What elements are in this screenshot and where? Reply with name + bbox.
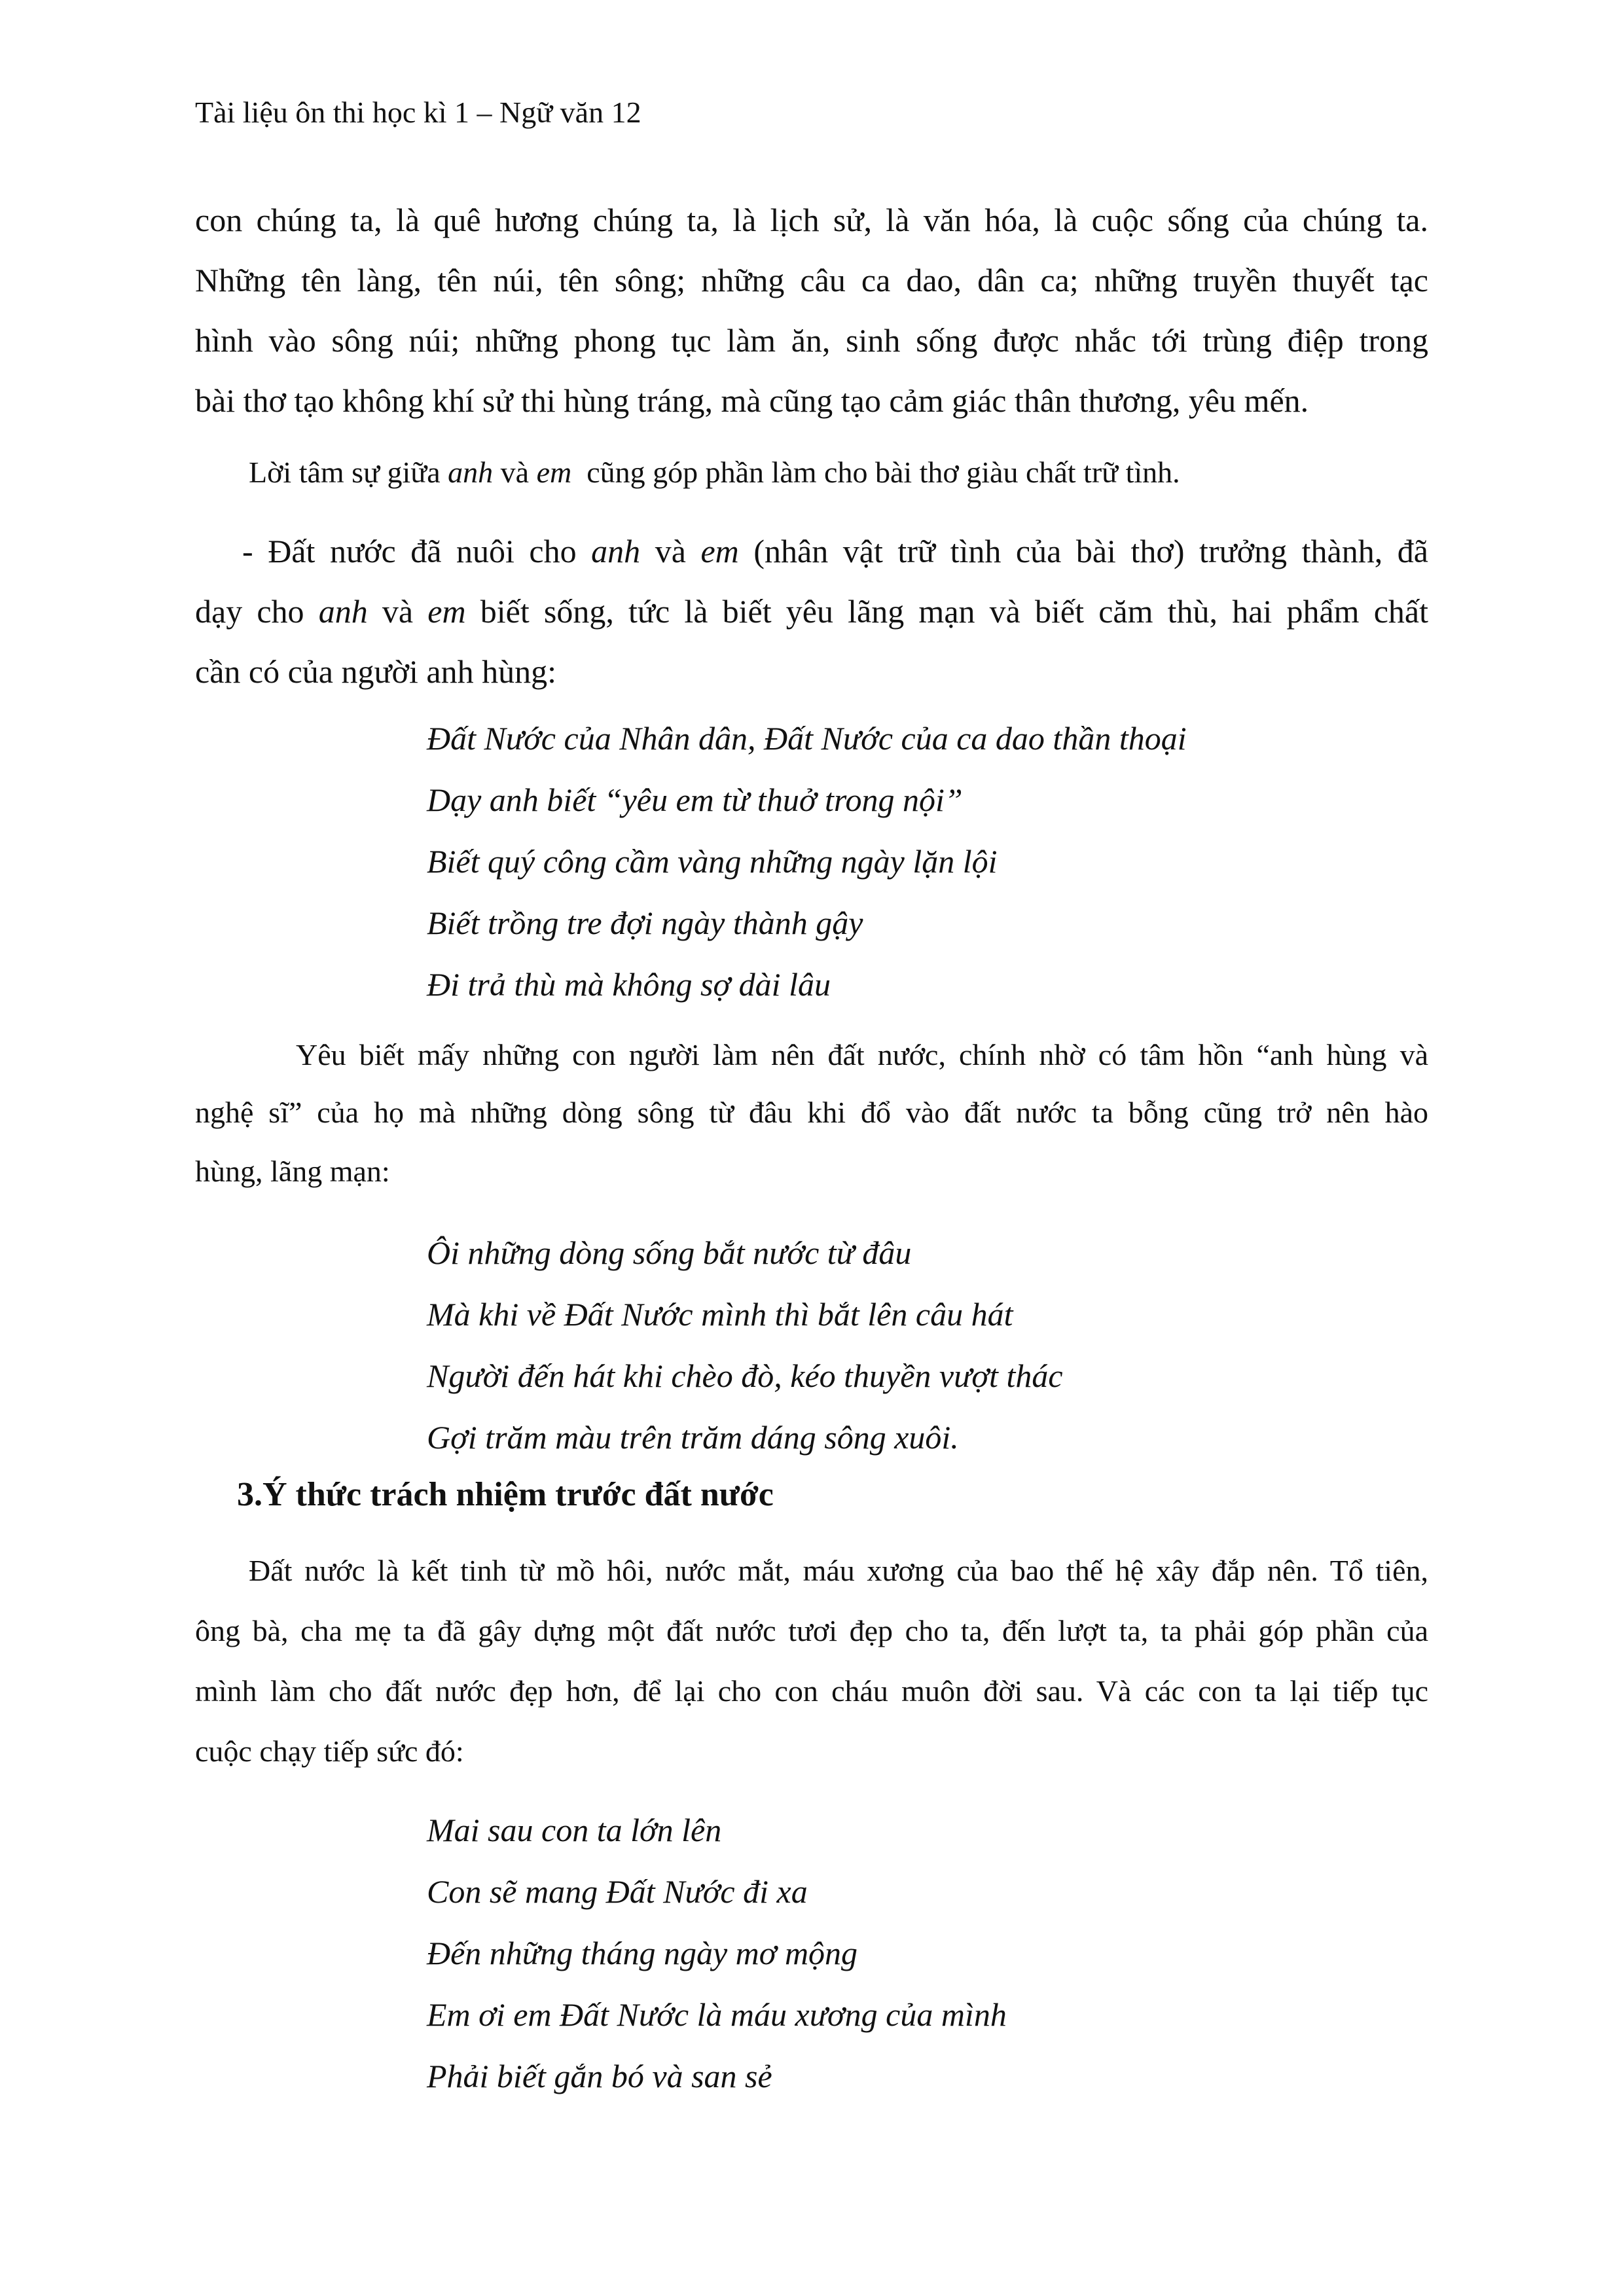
text-run: và (367, 593, 428, 630)
paragraph-line (249, 453, 1180, 492)
italic-word: anh (318, 593, 368, 630)
paragraph-line: Những tên làng, tên núi, tên sông; những câu ca dao, dân ca; những truyền thuyết tạc (195, 262, 1428, 298)
paragraph-line: con chúng ta, là quê hương chúng ta, là lịch sử, là văn hóa, là cuộc sống của chúng ta. (195, 202, 1428, 238)
verse-line: Đi trả thù mà không sợ dài lâu (427, 966, 831, 1003)
paragraph-line (242, 531, 1428, 571)
italic-word: anh (591, 533, 641, 569)
verse-line: Dạy anh biết “yêu em từ thuở trong nội” (427, 781, 963, 818)
text-run: biết sống, tức là biết yêu lãng mạn và biết căm thù, hai phẩm chất (465, 593, 1428, 630)
paragraph-line: bài thơ tạo không khí sử thi hùng tráng, mà cũng tạo cảm giác thân thương, yêu mến. (195, 382, 1309, 419)
verse-line: Gợi trăm màu trên trăm dáng sông xuôi. (427, 1419, 959, 1456)
paragraph-line: hùng, lãng mạn: (195, 1155, 390, 1188)
italic-word: anh (448, 456, 494, 489)
paragraph-line: hình vào sông núi; những phong tục làm ăn, sinh sống được nhắc tới trùng điệp trong (195, 322, 1428, 359)
text-run: dạy cho (195, 593, 319, 630)
text-run: (nhân vật trữ tình của bài thơ) trưởng thành, đã (738, 533, 1428, 569)
text-run: và (640, 533, 701, 569)
verse-line: Đất Nước của Nhân dân, Đất Nước của ca dao thần thoại (427, 720, 1187, 757)
text-run: và (493, 456, 537, 489)
page-header: Tài liệu ôn thi học kì 1 – Ngữ văn 12 (195, 96, 641, 129)
section-heading: 3.Ý thức trách nhiệm trước đất nước (237, 1476, 774, 1513)
paragraph-line: Đất nước là kết tinh từ mồ hôi, nước mắt, máu xương của bao thế hệ xây đắp nên. Tổ tiên, (249, 1554, 1428, 1587)
italic-word: em (700, 533, 739, 569)
text-run: Lời tâm sự giữa (249, 456, 448, 489)
paragraph-line: ông bà, cha mẹ ta đã gây dựng một đất nước tươi đẹp cho ta, đến lượt ta, ta phải góp phần của (195, 1614, 1428, 1647)
verse-line: Phải biết gắn bó và san sẻ (427, 2058, 772, 2094)
paragraph-line: Yêu biết mấy những con người làm nên đất nước, chính nhờ có tâm hồn “anh hùng và (296, 1038, 1428, 1071)
paragraph-line: nghệ sĩ” của họ mà những dòng sông từ đâu khi đổ vào đất nước ta bỗng cũng trở nên hào (195, 1096, 1428, 1129)
paragraph-line (195, 592, 1428, 631)
verse-line: Đến những tháng ngày mơ mộng (427, 1935, 858, 1971)
verse-line: Ôi những dòng sống bắt nước từ đâu (427, 1234, 912, 1271)
paragraph-line: cuộc chạy tiếp sức đó: (195, 1734, 464, 1768)
verse-line: Mai sau con ta lớn lên (427, 1812, 722, 1848)
paragraph-line: mình làm cho đất nước đẹp hơn, để lại cho con cháu muôn đời sau. Và các con ta lại tiếp tục (195, 1674, 1428, 1708)
verse-line: Biết quý công cầm vàng những ngày lặn lội (427, 843, 998, 880)
text-run: cũng góp phần làm cho bài thơ giàu chất trữ tình. (571, 456, 1180, 489)
italic-word: em (536, 456, 572, 489)
verse-line: Mà khi về Đất Nước mình thì bắt lên câu hát (427, 1296, 1013, 1333)
italic-word: em (427, 593, 466, 630)
verse-line: Con sẽ mang Đất Nước đi xa (427, 1873, 808, 1910)
text-run: - Đất nước đã nuôi cho (242, 533, 592, 569)
verse-line: Em ơi em Đất Nước là máu xương của mình (427, 1996, 1007, 2033)
verse-line: Người đến hát khi chèo đò, kéo thuyền vượt thác (427, 1357, 1063, 1394)
paragraph-line: cần có của người anh hùng: (195, 653, 556, 690)
verse-line: Biết trồng tre đợi ngày thành gậy (427, 905, 863, 941)
